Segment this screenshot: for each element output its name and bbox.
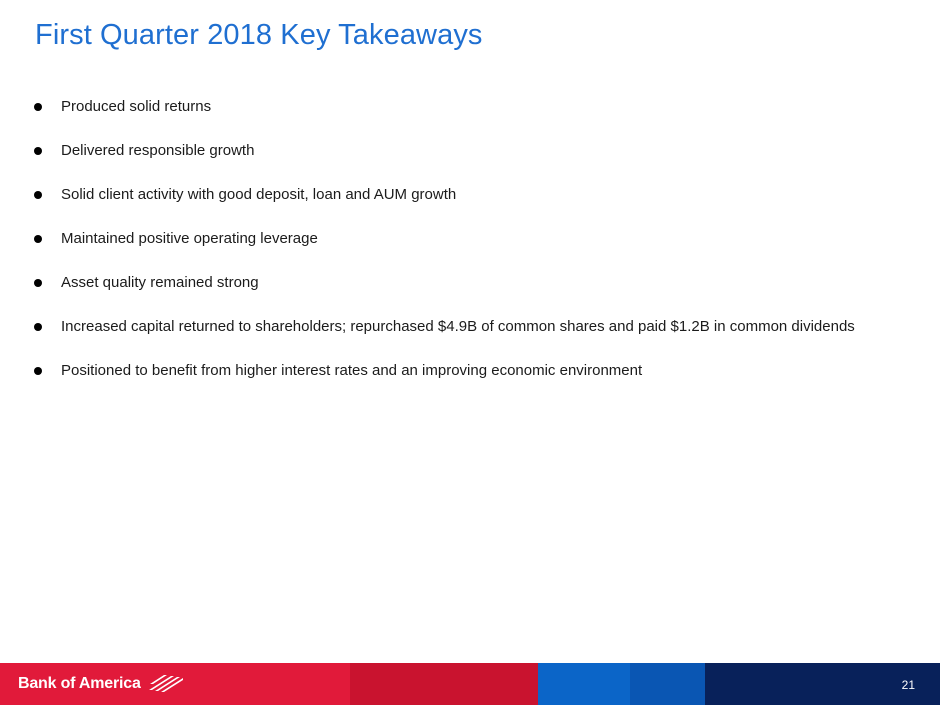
bullet-icon: [34, 191, 42, 199]
key-takeaways-list: [34, 95, 914, 403]
bullet-icon: [34, 323, 42, 331]
bullet-text: Increased capital returned to shareholders; repurchased $4.9B of common shares and paid $1.2B in common dividends: [61, 318, 855, 335]
bullet-item: [34, 271, 914, 315]
bullet-text: Maintained positive operating leverage: [61, 230, 318, 247]
bullet-item: [34, 139, 914, 183]
page-number: 21: [901, 678, 915, 692]
bullet-text: Asset quality remained strong: [61, 274, 259, 291]
slide-title: First Quarter 2018 Key Takeaways: [35, 19, 483, 51]
footer-blue-band: [630, 663, 705, 705]
bullet-icon: [34, 367, 42, 375]
bullet-text: Solid client activity with good deposit, loan and AUM growth: [61, 186, 457, 203]
bullet-item: [34, 359, 914, 403]
bullet-item: [34, 95, 914, 139]
bullet-icon: [34, 147, 42, 155]
bullet-item: [34, 315, 914, 359]
bullet-icon: [34, 235, 42, 243]
bullet-item: [34, 227, 914, 271]
bullet-icon: [34, 103, 42, 111]
slide-footer: [0, 663, 940, 705]
bullet-text: Delivered responsible growth: [61, 142, 255, 159]
bullet-text: Positioned to benefit from higher interest rates and an improving economic environment: [61, 362, 643, 379]
bullet-icon: [34, 279, 42, 287]
bullet-text: Produced solid returns: [61, 98, 212, 115]
bank-of-america-flag-icon: [147, 674, 183, 694]
bullet-item: [34, 183, 914, 227]
footer-crimson-band: [350, 663, 540, 705]
logo-wordmark: Bank of America: [18, 675, 141, 692]
footer-blue-band: [538, 663, 630, 705]
bank-of-america-logo: [18, 674, 183, 694]
